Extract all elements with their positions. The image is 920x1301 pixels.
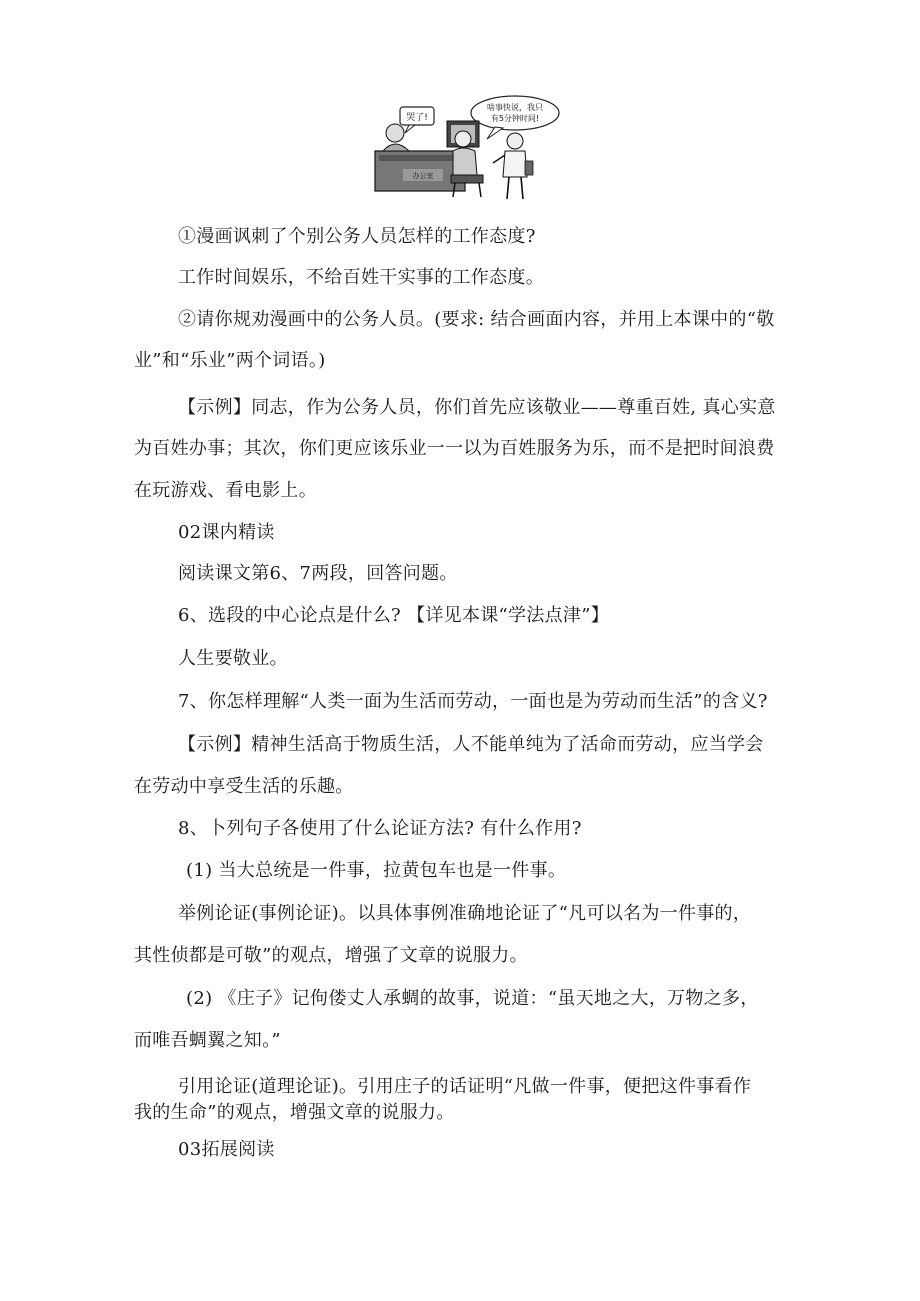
example-1-line-1: 【示例】同志，作为公务人员，你们首先应该敬业——尊重百姓, 真心实意 [178, 397, 776, 418]
example-1-line-3: 在玩游戏、看电影上。 [134, 480, 317, 501]
answer-8-1-line-2: 其性侦都是可敬”的观点，增强了文章的说服力。 [134, 945, 528, 966]
answer-8-2-line-2: 我的生命”的观点，增强文章的说服力。 [134, 1102, 455, 1123]
seated-man-head [455, 131, 471, 147]
desk-sign-text: 办公室 [412, 172, 434, 180]
answer-8-2-line-1: 引用论证(道理论证)。引用庄子的话证明“凡做一件事，便把这件事看作 [178, 1076, 752, 1097]
question-1: ①漫画讽刺了个别公务人员怎样的工作态度? [178, 226, 536, 247]
standing-man-head [507, 133, 523, 149]
speech-bubble-left-text: 哭了! [406, 113, 428, 123]
question-2-line-1: ②请你规劝漫画中的公务人员。(要求: 结合画面内容，并用上本课中的“敬 [178, 309, 775, 330]
sentence-2-line-1: (2) 《庄子》记佝偻丈人承蜩的故事，说道：“虽天地之大，万物之多， [186, 988, 759, 1009]
answer-6: 人生要敬业。 [178, 648, 288, 669]
speech-bubble-right-text-2: 有5分钟时间! [490, 114, 540, 123]
section-heading-03: 03拓展阅读 [178, 1139, 275, 1160]
question-8: 8、卜列句子各使用了什么论证方法? 有什么作用? [178, 818, 582, 839]
sentence-1: (1) 当大总统是一件事，拉黄包车也是一件事。 [186, 860, 567, 881]
question-7: 7、你怎样理解“人类一面为生活而劳动，一面也是为劳动而生活”的含义? [178, 691, 768, 712]
example-2-line-2: 在劳动中享受生活的乐趣。 [134, 776, 354, 797]
office-cartoon-illustration [365, 93, 560, 201]
sentence-2-line-2: 而唯吾蜩翼之知。” [134, 1030, 281, 1051]
speech-bubble-right [471, 96, 559, 130]
section-heading-02: 02课内精读 [178, 522, 275, 543]
example-2-line-1: 【示例】精神生活高于物质生活，人不能单纯为了活命而劳动，应当学会 [178, 734, 764, 755]
answer-8-1-line-1: 举例论证(事例论证)。以具体事例准确地论证了“凡可以名为一件事的， [178, 903, 752, 924]
answer-1: 工作时间娱乐，不给百姓干实事的工作态度。 [178, 267, 544, 288]
question-2-line-2: 业”和“乐业”两个词语。) [134, 350, 326, 371]
reading-instruction: 阅读课文第6、7两段，回答问题。 [178, 563, 458, 584]
speech-bubble-right-text-1: 啥事快说，我只 [487, 103, 543, 112]
example-1-line-2: 为百姓办事；其次，你们更应该乐业一一以为百姓服务为乐，而不是把时间浪费 [134, 438, 775, 459]
official-head [386, 124, 404, 142]
question-6: 6、选段的中心论点是什么? 【详见本课“学法点津”】 [178, 605, 610, 626]
